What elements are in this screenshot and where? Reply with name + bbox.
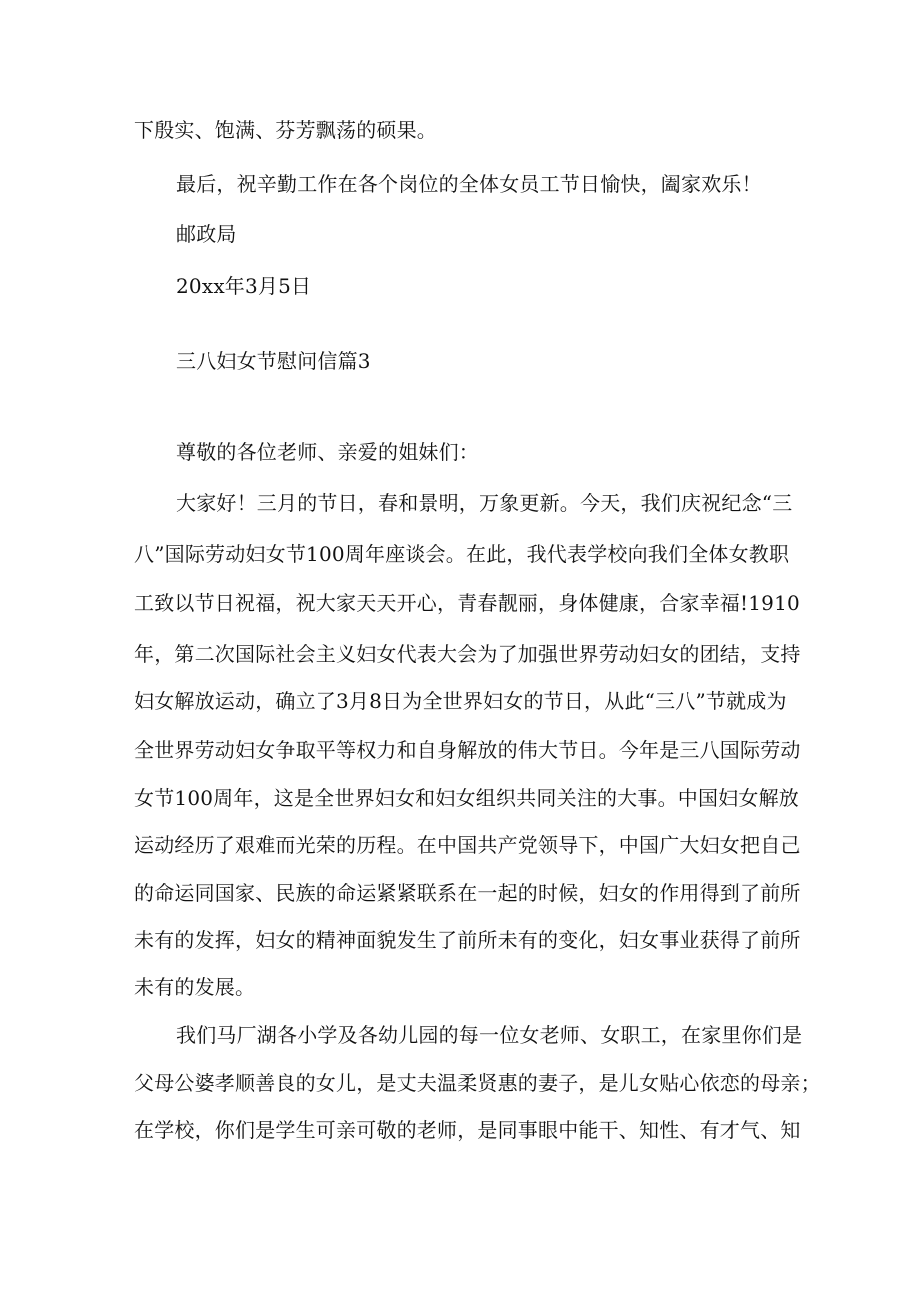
paragraph-line: 工致以节日祝福，祝大家天天开心，青春靓丽，身体健康，合家幸福!1910	[134, 591, 800, 615]
paragraph-line: 未有的发挥，妇女的精神面貌发生了前所未有的变化，妇女事业获得了前所	[134, 928, 801, 952]
paragraph-line: 妇女解放运动，确立了3月8日为全世界妇女的节日，从此“三八”节就成为	[134, 689, 787, 713]
paragraph-line: 在学校，你们是学生可亲可敬的老师，是同事眼中能干、知性、有才气、知	[134, 1118, 801, 1142]
paragraph-line: 运动经历了艰难而光荣的历程。在中国共产党领导下，中国广大妇女把自己	[134, 833, 801, 857]
date: 20xx年3月5日	[176, 274, 312, 298]
paragraph-line: 女节100周年，这是全世界妇女和妇女组织共同关注的大事。中国妇女解放	[134, 786, 799, 810]
signature: 邮政局	[176, 222, 237, 246]
continuation-line: 下殷实、饱满、芬芳飘荡的硕果。	[134, 118, 437, 142]
paragraph-line: 未有的发展。	[134, 975, 256, 999]
paragraph-line: 大家好！三月的节日，春和景明，万象更新。今天，我们庆祝纪念“三	[176, 491, 793, 515]
salutation: 尊敬的各位老师、亲爱的姐妹们：	[176, 440, 479, 464]
paragraph-line: 年，第二次国际社会主义妇女代表大会为了加强世界劳动妇女的团结，支持	[134, 642, 801, 666]
paragraph-line: 全世界劳动妇女争取平等权力和自身解放的伟大节日。今年是三八国际劳动	[134, 738, 801, 762]
paragraph-line: 八”国际劳动妇女节100周年座谈会。在此，我代表学校向我们全体女教职	[134, 542, 790, 566]
paragraph-line: 我们马厂湖各小学及各幼儿园的每一位女老师、女职工，在家里你们是	[176, 1023, 803, 1047]
paragraph-line: 的命运同国家、民族的命运紧紧联系在一起的时候，妇女的作用得到了前所	[134, 881, 801, 905]
paragraph-line: 父母公婆孝顺善良的女儿，是丈夫温柔贤惠的妻子，是儿女贴心依恋的母亲；	[134, 1071, 821, 1095]
closing-line: 最后，祝辛勤工作在各个岗位的全体女员工节日愉快，阖家欢乐！	[176, 172, 762, 196]
section-title: 三八妇女节慰问信篇3	[176, 349, 371, 373]
